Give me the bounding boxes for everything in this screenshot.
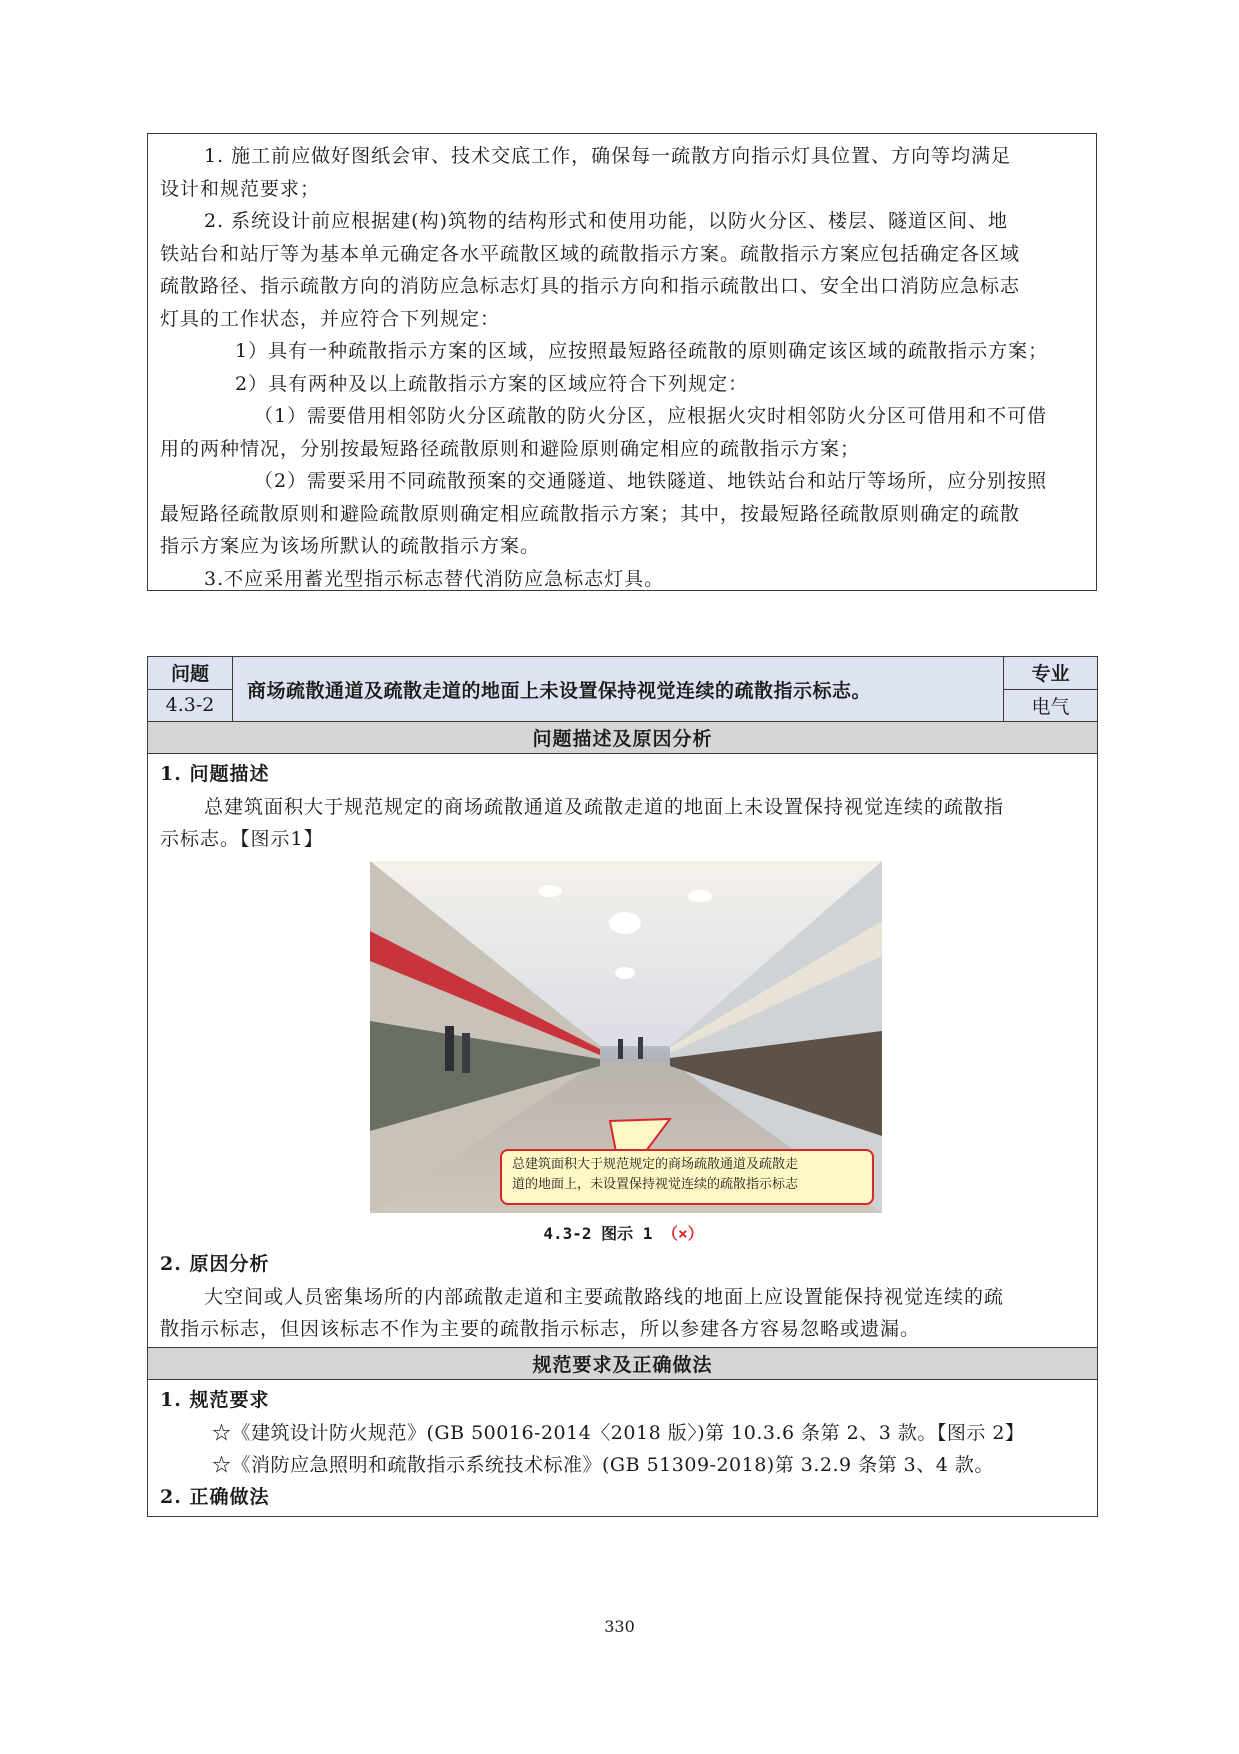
desc-line-2: 示标志。【图示1】 — [160, 828, 324, 850]
req-line-2: 设计和规范要求； — [160, 177, 321, 200]
section-heading-standards: 规范要求及正确做法 — [148, 1348, 1098, 1380]
req-line-9: （1）需要借用相邻防火分区疏散的防火分区，应根据火灾时相邻防火分区可借用和不可借 — [254, 405, 1048, 427]
issue-table — [147, 656, 1098, 1517]
issue-id: 4.3-2 — [148, 689, 233, 722]
figure-caption — [160, 1221, 1087, 1244]
cause-line-1: 大空间或人员密集场所的内部疏散走道和主要疏散路线的地面上应设置能保持视觉连续的疏 — [204, 1286, 1005, 1308]
std-heading: 1. 规范要求 — [160, 1389, 270, 1411]
req-line-7: 1）具有一种疏散指示方案的区域，应按照最短路径疏散的原则确定该区域的疏散指示方案； — [235, 340, 1049, 362]
req-line-1: 1. 施工前应做好图纸会审、技术交底工作，确保每一疏散方向指示灯具位置、方向等均满足 — [204, 145, 1012, 167]
req-line-8: 2）具有两种及以上疏散指示方案的区域应符合下列规定： — [235, 372, 749, 395]
incorrect-mark: （×） — [662, 1224, 704, 1243]
req-line-10: 用的两种情况，分别按最短路径疏散原则和避险原则确定相应的疏散指示方案； — [160, 437, 861, 460]
callout-line-1: 总建筑面积大于规范规定的商场疏散通道及疏散走 — [512, 1157, 799, 1172]
req-line-14: 3.不应采用蓄光型指示标志替代消防应急标志灯具。 — [204, 567, 665, 590]
requirements-box — [147, 133, 1097, 591]
req-line-3: 2. 系统设计前应根据建(构)筑物的结构形式和使用功能，以防火分区、楼层、隧道区间、地 — [204, 210, 1008, 232]
cause-heading: 2. 原因分析 — [160, 1253, 270, 1275]
figure-caption-text: 4.3-2 图示 1 — [543, 1224, 653, 1243]
discipline-value: 电气 — [1004, 689, 1098, 722]
standards-cell — [148, 1380, 1098, 1517]
discipline-label: 专业 — [1004, 657, 1098, 690]
std-line-1: ☆《建筑设计防火规范》(GB 50016-2014〈2018 版〉)第 10.3.6 条第 2、3 款。【图示 2】 — [212, 1422, 1025, 1444]
desc-heading: 1. 问题描述 — [160, 763, 270, 785]
req-line-12: 最短路径疏散原则和避险疏散原则确定相应疏散指示方案；其中，按最短路径疏散原则确定的疏散 — [160, 502, 1021, 525]
std-line-2: ☆《消防应急照明和疏散指示系统技术标准》(GB 51309-2018)第 3.2.9 条第 3、4 款。 — [212, 1454, 994, 1476]
analysis-cell — [148, 754, 1098, 1348]
problem-label: 问题 — [148, 657, 233, 690]
req-line-5: 疏散路径、指示疏散方向的消防应急标志灯具的指示方向和指示疏散出口、安全出口消防应急标志 — [160, 275, 1021, 297]
callout-line-2: 道的地面上，未设置保持视觉连续的疏散指示标志 — [512, 1177, 799, 1192]
issue-title: 商场疏散通道及疏散走道的地面上未设置保持视觉连续的疏散指示标志。 — [233, 657, 1004, 722]
page-number: 330 — [604, 1617, 635, 1636]
cause-line-2: 散指示标志，但因该标志不作为主要的疏散指示标志，所以参建各方容易忽略或遗漏。 — [160, 1318, 921, 1340]
section-heading-analysis: 问题描述及原因分析 — [148, 722, 1098, 754]
req-line-13: 指示方案应为该场所默认的疏散指示方案。 — [160, 535, 541, 557]
correct-heading: 2. 正确做法 — [160, 1486, 270, 1508]
req-line-11: （2）需要采用不同疏散预案的交通隧道、地铁隧道、地铁站台和站厅等场所，应分别按照 — [254, 470, 1048, 492]
desc-line-1: 总建筑面积大于规范规定的商场疏散通道及疏散走道的地面上未设置保持视觉连续的疏散指 — [204, 796, 1005, 818]
req-line-6: 灯具的工作状态，并应符合下列规定： — [160, 307, 501, 330]
req-line-4: 铁站台和站厅等为基本单元确定各水平疏散区域的疏散指示方案。疏散指示方案应包括确定各区域 — [160, 242, 1021, 265]
annotation-callout — [500, 1149, 874, 1205]
mall-corridor-photo — [370, 861, 882, 1213]
